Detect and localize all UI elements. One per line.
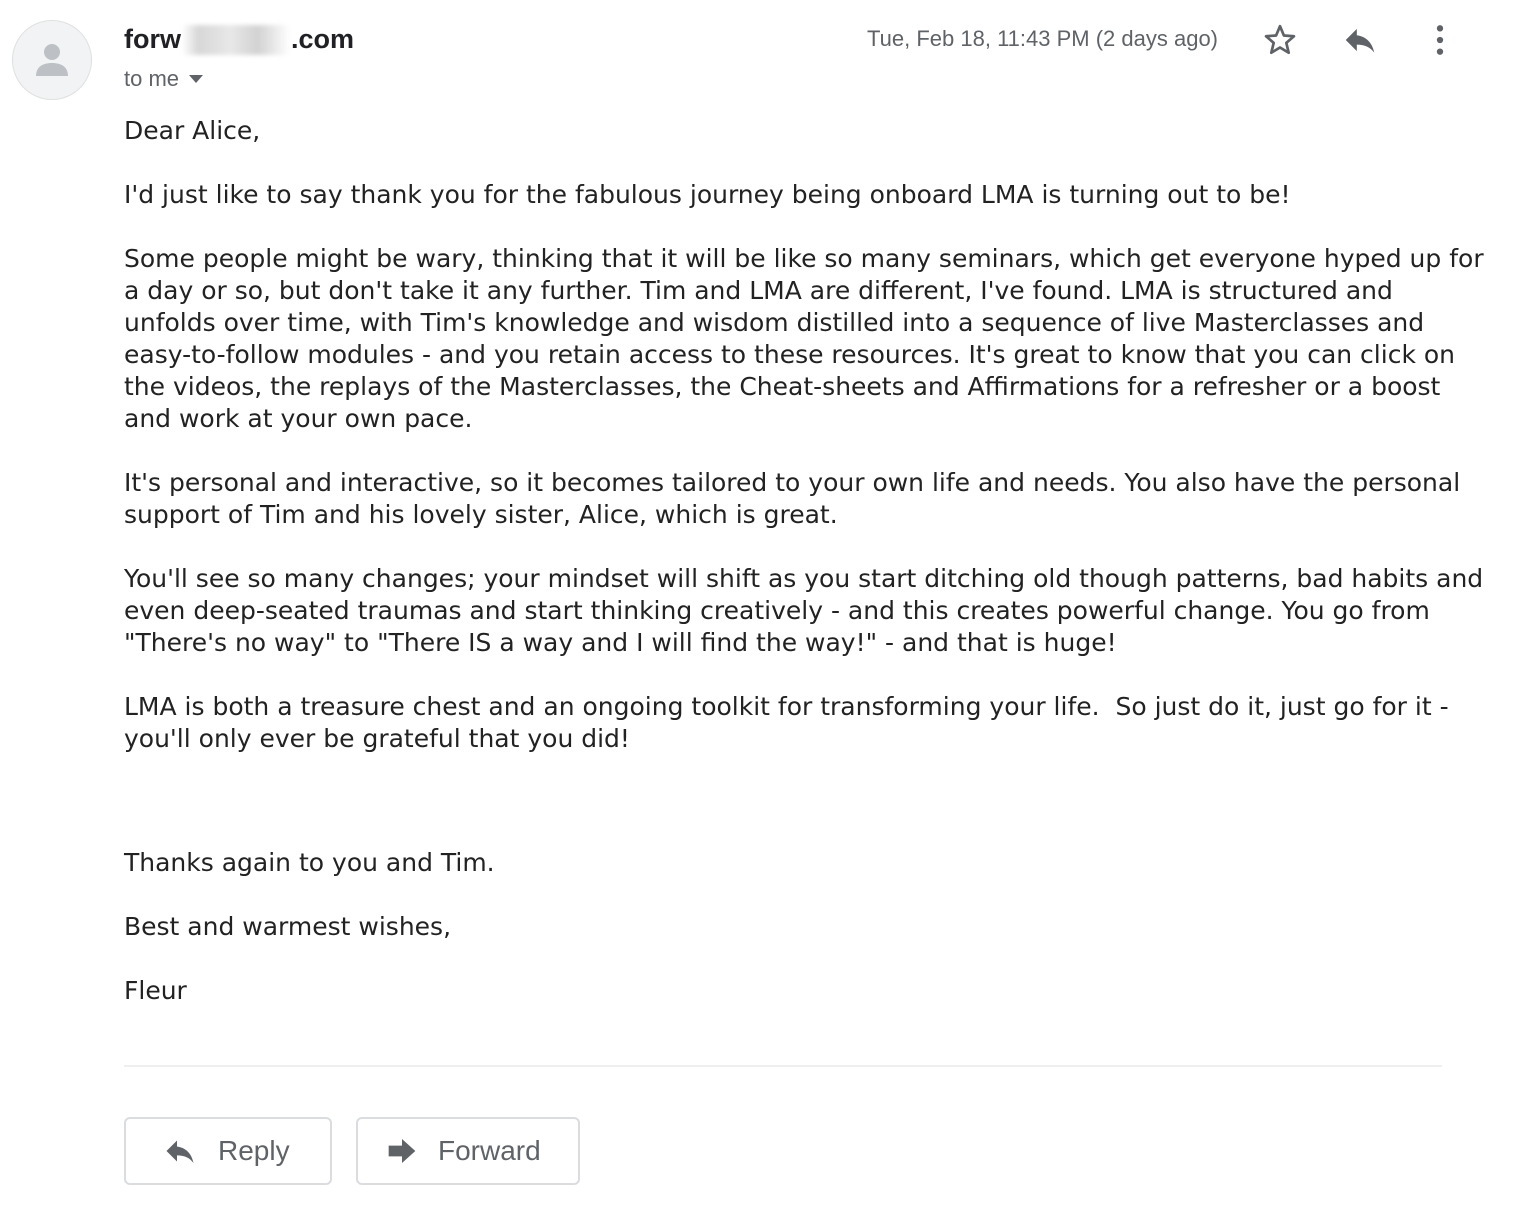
caret-down-icon — [189, 75, 203, 83]
forward-arrow-icon — [386, 1135, 418, 1167]
sender-address-suffix: .com — [291, 24, 355, 54]
sender-address[interactable] — [124, 24, 354, 55]
message-date: Tue, Feb 18, 11:43 PM (2 days ago) — [867, 26, 1218, 51]
greeting: Dear Alice, — [124, 116, 261, 145]
message-body — [124, 115, 1492, 1007]
reply-header-button[interactable] — [1340, 20, 1380, 60]
body-paragraph: Some people might be wary, thinking that it will be like so many seminars, which get everyone hyped up for a day or so, but don't take it any further. Tim and LMA are different, I've found. LMA is structured and unfolds over time, with Tim's knowledge and wisdom distilled into a sequence of live Masterclasses and easy-to-follow modules - and you retain access to these resources. It's great to know that you can click on the videos, the replays of the Masterclasses, the Cheat-sheets and Affirmations for a refresher or a boost and work at your own pace. — [124, 244, 1492, 433]
sender-address-prefix: forw — [124, 24, 181, 54]
sender-avatar[interactable] — [12, 20, 92, 100]
body-paragraph: LMA is both a treasure chest and an ongoing toolkit for transforming your life. So just do it, just go for it - you'll only ever be grateful that you did! — [124, 692, 1457, 753]
star-button[interactable] — [1260, 20, 1300, 60]
signature: Fleur — [124, 976, 187, 1005]
body-paragraph: I'd just like to say thank you for the fabulous journey being onboard LMA is turning out to be! — [124, 180, 1291, 209]
forward-button[interactable] — [356, 1117, 580, 1185]
body-paragraph: It's personal and interactive, so it becomes tailored to your own life and needs. You also have the personal support of Tim and his lovely sister, Alice, which is great. — [124, 468, 1469, 529]
reply-icon — [1341, 21, 1379, 59]
more-vert-icon — [1420, 20, 1460, 60]
reply-button-label: Reply — [218, 1135, 290, 1166]
star-icon — [1262, 22, 1298, 58]
more-options-button[interactable] — [1420, 20, 1460, 60]
recipient-details-toggle[interactable] — [124, 66, 203, 92]
reply-icon — [162, 1133, 198, 1169]
avatar-person-icon — [32, 40, 72, 80]
redacted-blur — [182, 25, 290, 55]
closing-line: Best and warmest wishes, — [124, 912, 452, 941]
reply-button[interactable] — [124, 1117, 332, 1185]
thanks-line: Thanks again to you and Tim. — [124, 848, 495, 877]
forward-button-label: Forward — [438, 1135, 541, 1166]
body-paragraph: You'll see so many changes; your mindset will shift as you start ditching old though patterns, bad habits and even deep-seated traumas and start thinking creatively - and this creates powerful change. You go from "There's no way" to "There IS a way and I will find the way!" - and that is huge! — [124, 564, 1492, 657]
recipient-label: to me — [124, 66, 180, 91]
divider — [124, 1065, 1442, 1067]
